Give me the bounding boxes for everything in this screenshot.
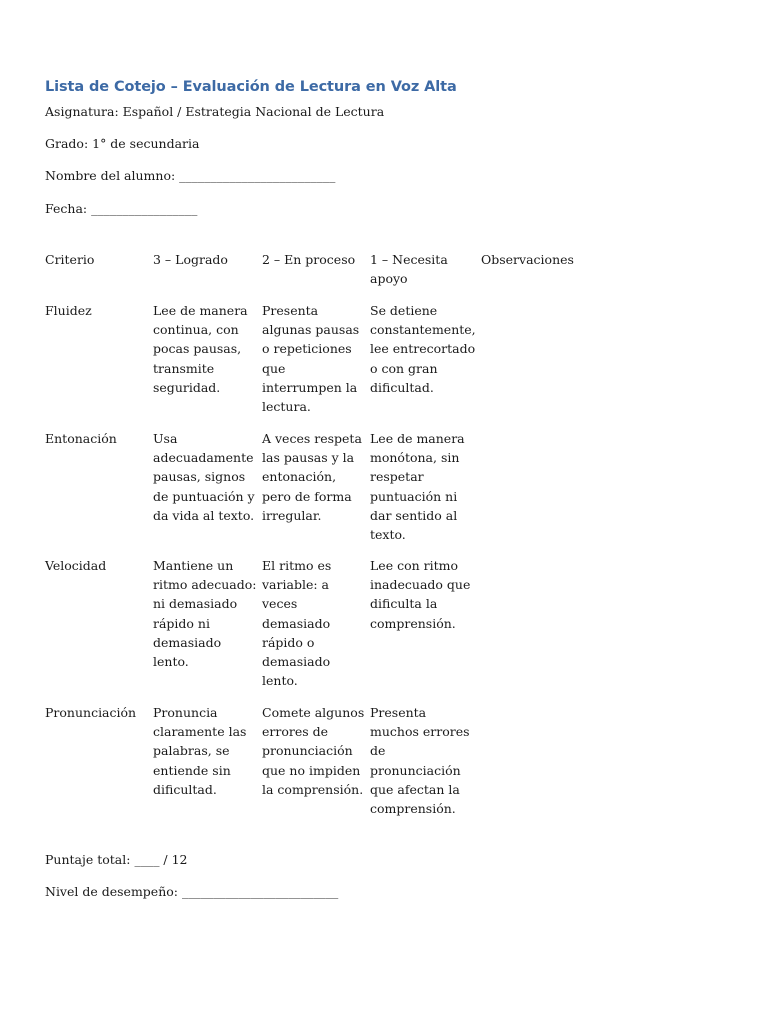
header-level-2: 2 – En proceso xyxy=(262,252,356,267)
level-2-cell: A veces respeta las pausas y la entonación, pero de forma irregular. xyxy=(262,431,362,523)
table-row xyxy=(45,429,581,556)
table-row xyxy=(45,703,581,818)
level-1-cell: Lee de manera monótona, sin respetar puntuación ni dar sentido al texto. xyxy=(370,431,465,543)
level-1-cell: Lee con ritmo inadecuado que dificulta la comprensión. xyxy=(370,558,471,631)
level-3-cell: Usa adecuadamente pausas, signos de puntuación y da vida al texto. xyxy=(153,431,255,523)
observations-cell xyxy=(481,429,581,556)
student-name-line: Nombre del alumno: _________________________ xyxy=(45,168,336,183)
document-title: Lista de Cotejo – Evaluación de Lectura en Voz Alta xyxy=(45,79,457,95)
header-observations: Observaciones xyxy=(481,252,574,267)
criterion-cell: Entonación xyxy=(45,431,117,446)
observations-cell xyxy=(481,301,581,429)
table-row xyxy=(45,556,581,703)
grade-line: Grado: 1° de secundaria xyxy=(45,136,200,151)
table-row xyxy=(45,301,581,429)
level-1-cell: Se detiene constantemente, lee entrecortado o con gran dificultad. xyxy=(370,303,476,395)
header-level-1: 1 – Necesita apoyo xyxy=(370,252,448,287)
criterion-cell: Fluidez xyxy=(45,303,92,318)
rubric-header-row xyxy=(45,250,581,301)
header-criterion: Criterio xyxy=(45,252,95,267)
criterion-cell: Velocidad xyxy=(45,558,107,573)
level-3-cell: Lee de manera continua, con pocas pausas, transmite seguridad. xyxy=(153,303,248,395)
header-level-3: 3 – Logrado xyxy=(153,252,228,267)
criterion-cell: Pronunciación xyxy=(45,705,137,720)
level-2-cell: El ritmo es variable: a veces demasiado rápido o demasiado lento. xyxy=(262,558,332,689)
date-line: Fecha: _________________ xyxy=(45,201,198,216)
rubric-table xyxy=(45,250,581,818)
subject-line: Asignatura: Español / Estrategia Nacional de Lectura xyxy=(45,104,385,119)
level-3-cell: Mantiene un ritmo adecuado: ni demasiado rápido ni demasiado lento. xyxy=(153,558,257,670)
performance-level-line: Nivel de desempeño: _________________________ xyxy=(45,884,339,899)
observations-cell xyxy=(481,556,581,703)
level-3-cell: Pronuncia claramente las palabras, se entiende sin dificultad. xyxy=(153,705,247,797)
level-2-cell: Comete algunos errores de pronunciación que no impiden la comprensión. xyxy=(262,705,365,797)
total-score-line: Puntaje total: ____ / 12 xyxy=(45,852,188,867)
level-2-cell: Presenta algunas pausas o repeticiones que interrumpen la lectura. xyxy=(262,303,360,415)
level-1-cell: Presenta muchos errores de pronunciación que afectan la comprensión. xyxy=(370,705,470,817)
observations-cell xyxy=(481,703,581,818)
